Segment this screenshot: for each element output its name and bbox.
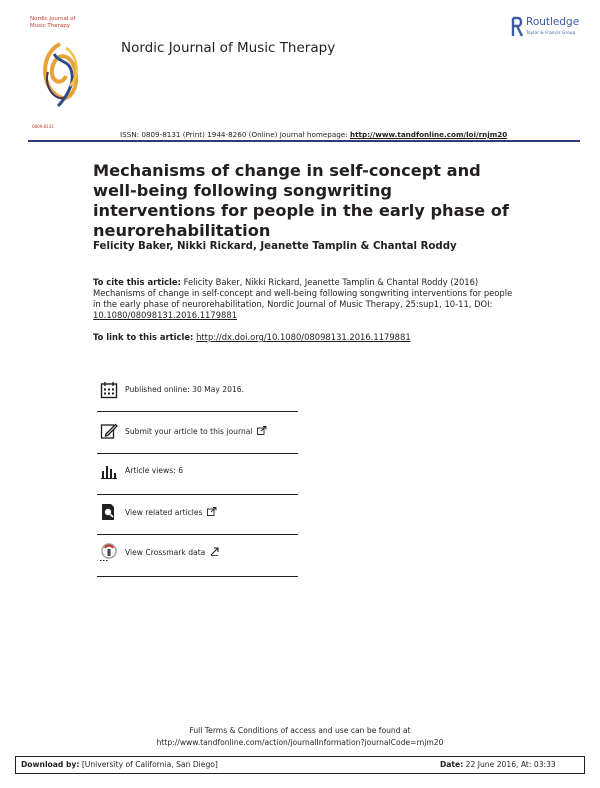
external-link-icon [207,507,217,516]
related-text: View related articles [125,508,203,517]
terms-line-1: Full Terms & Conditions of access and use can be found at [189,726,411,735]
calendar-icon [100,381,118,399]
published-row [100,381,298,419]
divider [97,494,298,495]
article-link[interactable]: http://dx.doi.org/10.1080/08098131.2016.1179881 [196,332,411,342]
article-link-row [93,332,411,342]
issn-label: ISSN: 0809-8131 (Print) 1944-8260 (Online) Journal homepage: [120,130,348,139]
doi-link[interactable]: 10.1080/08098131.2016.1179881 [93,310,238,320]
article-title: Mechanisms of change in self-concept and well-being following songwriting interventions for people in the early phase of neurorehabilitation [93,161,509,240]
published-text: Published online: 30 May 2016. [125,385,245,394]
date-label: Date: [440,760,464,769]
search-document-icon [100,503,118,521]
download-date [440,760,556,769]
cover-art [30,14,90,132]
cite-label: To cite this article: [93,277,181,287]
crossmark-icon [100,543,118,561]
cover-issn: 0809-8131 [32,124,54,129]
citation-block [93,277,513,321]
divider [97,576,298,577]
article-authors: Felicity Baker, Nikki Rickard, Jeanette Tamplin & Chantal Roddy [93,241,457,252]
external-link-icon [257,426,267,435]
downloaded-value: [University of California, San Diego] [81,760,218,769]
crossmark-text: View Crossmark data [125,548,206,557]
terms-link[interactable]: http://www.tandfonline.com/action/journalInformation?journalCode=rnjm20 [156,738,444,747]
link-label: To link to this article: [93,332,194,342]
cite-text: Felicity Baker, Nikki Rickard, Jeanette Tamplin & Chantal Roddy (2016) Mechanisms of change in self-concept and well-being following songwriting interventions for people in the early phase of neurorehabilitation, Nordic Journal of Music Therapy, 25:sup1, 10-11, DOI: [93,277,513,309]
submit-text: Submit your article to this journal [125,427,253,436]
cover-journal-title: Nordic Journal of Music Therapy [30,16,76,29]
journal-cover [30,14,90,132]
publisher-tagline: Taylor & Francis Group [526,30,576,35]
related-articles-link[interactable] [100,503,298,541]
issn-line [120,130,507,139]
divider [97,411,298,412]
routledge-icon [510,16,524,38]
divider [97,534,298,535]
publisher-name: Routledge [526,16,580,28]
views-text: Article views: 6 [125,466,184,475]
date-value: 22 June 2016, At: 03:33 [465,760,556,769]
divider [97,453,298,454]
journal-title[interactable]: Nordic Journal of Music Therapy [121,40,336,56]
edit-icon [100,422,118,440]
downloaded-label: Download by: [21,760,80,769]
external-link-icon [210,547,220,556]
downloaded-by [21,760,218,769]
submit-article-link[interactable] [100,422,298,460]
bar-chart-icon [100,462,118,480]
header-divider [28,140,580,142]
journal-homepage-link[interactable]: http://www.tandfonline.com/loi/rnjm20 [349,130,508,139]
